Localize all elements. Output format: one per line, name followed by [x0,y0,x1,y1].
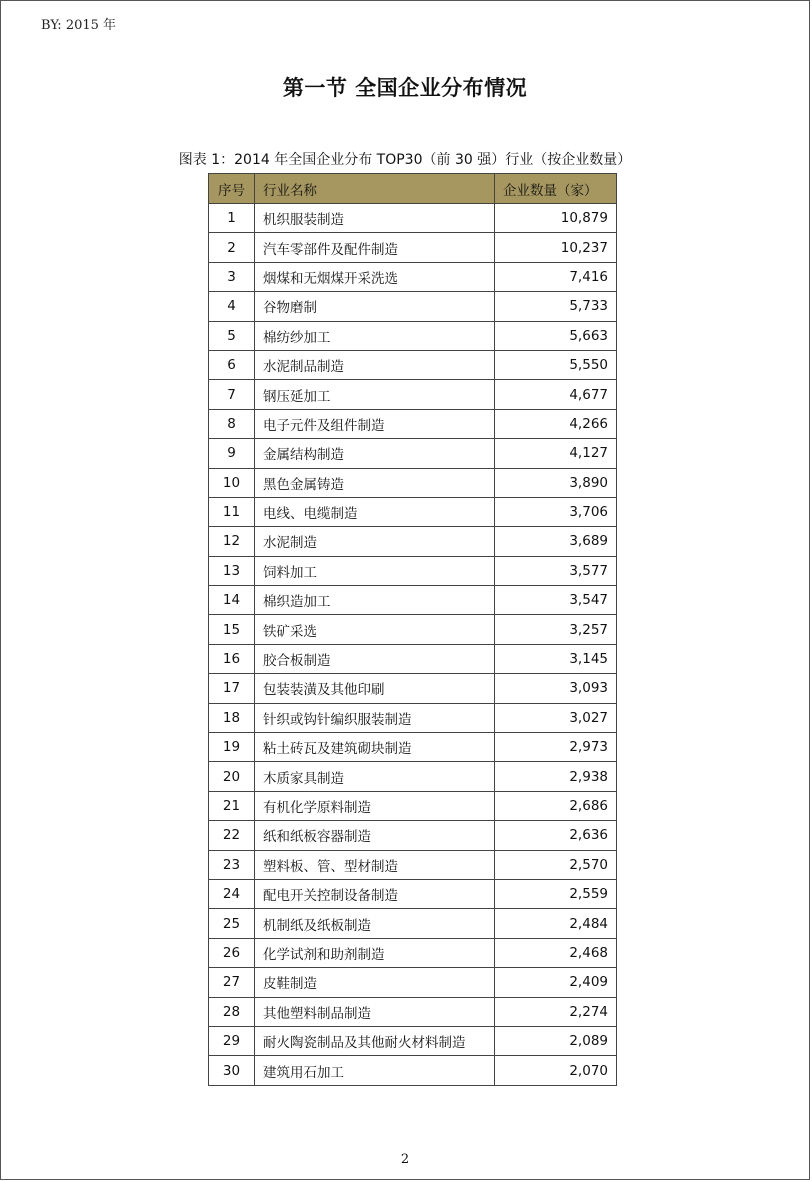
enterprise-count-cell: 2,636 [495,821,617,850]
industry-name-cell: 电线、电缆制造 [255,497,495,526]
industry-name-cell: 木质家具制造 [255,762,495,791]
industry-name-cell: 机织服装制造 [255,204,495,233]
section-title: 第一节 全国企业分布情况 [282,76,528,100]
row-index-cell: 20 [209,762,255,791]
enterprise-count-cell: 3,145 [495,644,617,673]
enterprise-count-cell: 2,484 [495,909,617,938]
industry-name-cell: 汽车零部件及配件制造 [255,233,495,262]
table-row [209,497,617,526]
row-index-cell: 21 [209,791,255,820]
industry-name-cell: 粘土砖瓦及建筑砌块制造 [255,733,495,762]
industry-name-cell: 黑色金属铸造 [255,468,495,497]
enterprise-count-cell: 5,663 [495,321,617,350]
row-index-cell: 9 [209,439,255,468]
table-row [209,850,617,879]
industry-name-cell: 纸和纸板容器制造 [255,821,495,850]
row-index-cell: 14 [209,586,255,615]
enterprise-count-cell: 10,237 [495,233,617,262]
table-row [209,821,617,850]
enterprise-count-cell: 4,266 [495,409,617,438]
row-index-cell: 17 [209,674,255,703]
industry-name-cell: 水泥制造 [255,527,495,556]
row-index-cell: 12 [209,527,255,556]
table-row [209,233,617,262]
row-index-cell: 7 [209,380,255,409]
table-row [209,204,617,233]
row-index-cell: 13 [209,556,255,585]
row-index-cell: 24 [209,879,255,908]
enterprise-count-cell: 3,706 [495,497,617,526]
industry-name-cell: 棉织造加工 [255,586,495,615]
industry-name-cell: 饲料加工 [255,556,495,585]
industry-name-cell: 铁矿采选 [255,615,495,644]
enterprise-count-cell: 2,570 [495,850,617,879]
industry-name-cell: 耐火陶瓷制品及其他耐火材料制造 [255,1026,495,1055]
industry-name-cell: 包装装潢及其他印刷 [255,674,495,703]
enterprise-count-cell: 2,559 [495,879,617,908]
table-header-row [209,174,617,204]
enterprise-count-cell: 4,677 [495,380,617,409]
industry-name-cell: 烟煤和无烟煤开采洗选 [255,262,495,291]
column-header-industry: 行业名称 [255,174,495,204]
table-row [209,674,617,703]
industry-name-cell: 金属结构制造 [255,439,495,468]
table-row [209,468,617,497]
industry-name-cell: 谷物磨制 [255,292,495,321]
industry-name-cell: 胶合板制造 [255,644,495,673]
row-index-cell: 26 [209,938,255,967]
enterprise-count-cell: 2,686 [495,791,617,820]
page-number: 2 [400,1152,410,1167]
enterprise-count-cell: 2,274 [495,997,617,1026]
enterprise-count-cell: 10,879 [495,204,617,233]
industry-name-cell: 其他塑料制品制造 [255,997,495,1026]
row-index-cell: 28 [209,997,255,1026]
row-index-cell: 29 [209,1026,255,1055]
table-row [209,644,617,673]
row-index-cell: 27 [209,968,255,997]
column-header-count: 企业数量（家） [495,174,617,204]
table-row [209,527,617,556]
row-index-cell: 30 [209,1056,255,1085]
table-row [209,439,617,468]
enterprise-count-cell: 5,733 [495,292,617,321]
enterprise-count-cell: 2,070 [495,1056,617,1085]
enterprise-count-cell: 3,890 [495,468,617,497]
industry-name-cell: 棉纺纱加工 [255,321,495,350]
table-row [209,703,617,732]
table-row [209,968,617,997]
row-index-cell: 19 [209,733,255,762]
row-index-cell: 4 [209,292,255,321]
table-row [209,292,617,321]
row-index-cell: 11 [209,497,255,526]
table-row [209,1056,617,1085]
enterprise-count-cell: 3,027 [495,703,617,732]
row-index-cell: 18 [209,703,255,732]
row-index-cell: 1 [209,204,255,233]
enterprise-count-cell: 3,547 [495,586,617,615]
enterprise-count-cell: 3,577 [495,556,617,585]
table-row [209,262,617,291]
enterprise-count-cell: 2,973 [495,733,617,762]
table-row [209,380,617,409]
enterprise-count-cell: 2,468 [495,938,617,967]
table-row [209,791,617,820]
enterprise-count-cell: 2,409 [495,968,617,997]
industry-name-cell: 电子元件及组件制造 [255,409,495,438]
enterprise-count-cell: 3,093 [495,674,617,703]
industry-name-cell: 钢压延加工 [255,380,495,409]
enterprise-count-cell: 4,127 [495,439,617,468]
industry-name-cell: 皮鞋制造 [255,968,495,997]
table-row [209,733,617,762]
row-index-cell: 23 [209,850,255,879]
industry-name-cell: 水泥制品制造 [255,350,495,379]
industry-table [208,173,617,1086]
enterprise-count-cell: 3,257 [495,615,617,644]
row-index-cell: 5 [209,321,255,350]
table-row [209,938,617,967]
enterprise-count-cell: 3,689 [495,527,617,556]
table-row [209,997,617,1026]
row-index-cell: 6 [209,350,255,379]
column-header-index: 序号 [209,174,255,204]
industry-name-cell: 针织或钩针编织服装制造 [255,703,495,732]
industry-name-cell: 建筑用石加工 [255,1056,495,1085]
header-note: BY: 2015 年 [41,18,117,33]
table-row [209,615,617,644]
row-index-cell: 25 [209,909,255,938]
table-row [209,321,617,350]
row-index-cell: 3 [209,262,255,291]
industry-name-cell: 机制纸及纸板制造 [255,909,495,938]
industry-name-cell: 配电开关控制设备制造 [255,879,495,908]
table-caption: 图表 1：2014 年全国企业分布 TOP30（前 30 强）行业（按企业数量） [178,152,632,168]
enterprise-count-cell: 2,938 [495,762,617,791]
table-row [209,879,617,908]
row-index-cell: 10 [209,468,255,497]
row-index-cell: 2 [209,233,255,262]
table-row [209,409,617,438]
industry-name-cell: 塑料板、管、型材制造 [255,850,495,879]
enterprise-count-cell: 2,089 [495,1026,617,1055]
table-row [209,1026,617,1055]
row-index-cell: 16 [209,644,255,673]
industry-name-cell: 化学试剂和助剂制造 [255,938,495,967]
row-index-cell: 22 [209,821,255,850]
row-index-cell: 15 [209,615,255,644]
table-row [209,350,617,379]
table-row [209,909,617,938]
enterprise-count-cell: 5,550 [495,350,617,379]
industry-name-cell: 有机化学原料制造 [255,791,495,820]
table-row [209,762,617,791]
enterprise-count-cell: 7,416 [495,262,617,291]
table-row [209,556,617,585]
table-row [209,586,617,615]
row-index-cell: 8 [209,409,255,438]
